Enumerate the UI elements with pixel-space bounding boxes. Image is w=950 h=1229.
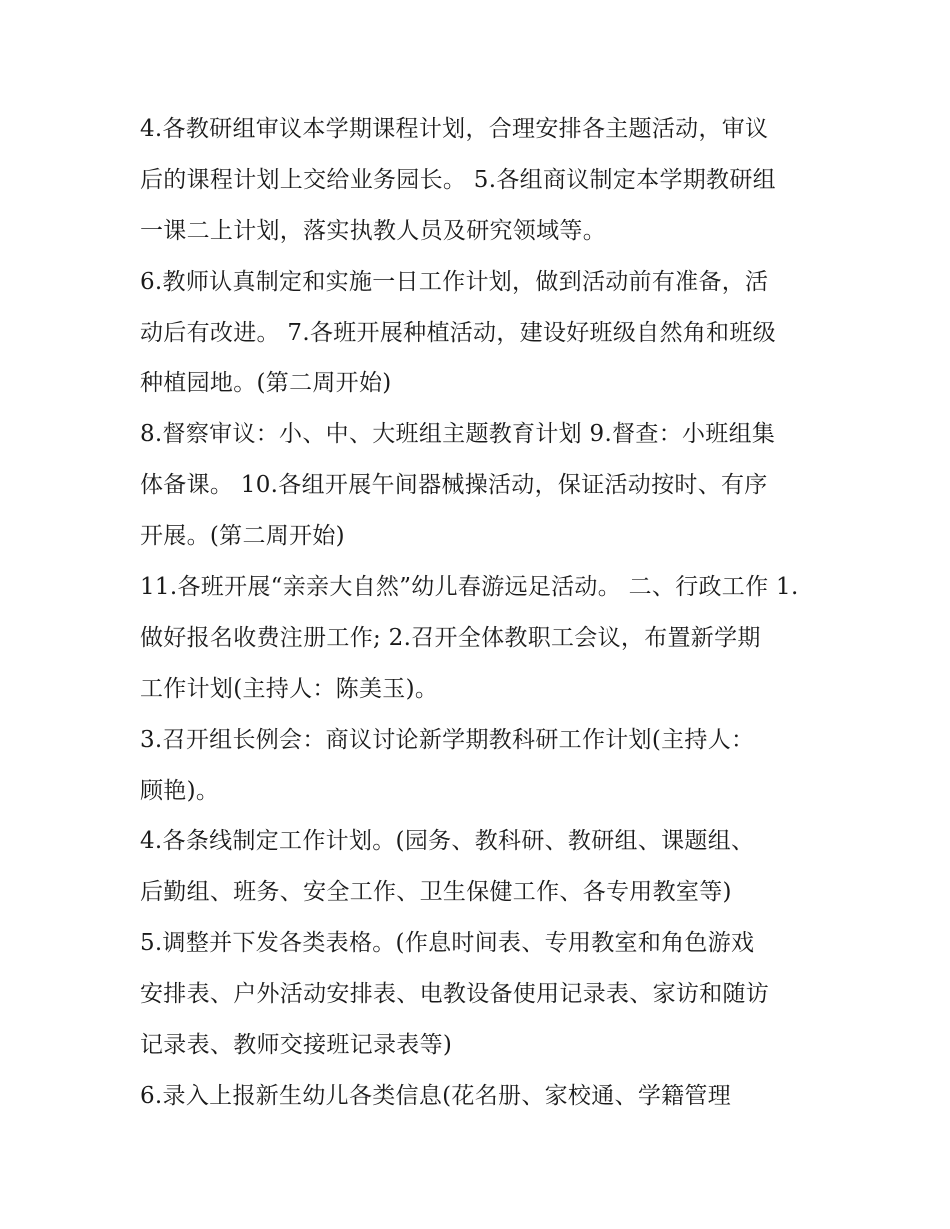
text-line: 记录表、教师交接班记录表等) <box>140 1032 453 1059</box>
text-line: 11.各班开展“亲亲大自然”幼儿春游远足活动。 二、行政工作 1. <box>140 574 799 601</box>
text-line: 后勤组、班务、安全工作、卫生保健工作、各专用教室等) <box>140 879 732 906</box>
text-line: 3.召开组长例会：商议讨论新学期教科研工作计划(主持人： <box>140 726 755 753</box>
text-line: 5.调整并下发各类表格。(作息时间表、专用教室和角色游戏 <box>140 930 755 957</box>
text-line: 一课二上计划，落实执教人员及研究领域等。 <box>140 217 606 244</box>
text-line: 6.教师认真制定和实施一日工作计划，做到活动前有准备，活 <box>140 268 769 295</box>
text-line: 6.录入上报新生幼儿各类信息(花名册、家校通、学籍管理 <box>140 1082 732 1109</box>
text-line: 动后有改进。 7.各班开展种植活动，建设好班级自然角和班级 <box>140 319 776 346</box>
text-line: 8.督察审议：小、中、大班组主题教育计划 9.督查：小班组集 <box>140 421 776 448</box>
text-line: 体备课。 10.各组开展午间器械操活动，保证活动按时、有序 <box>140 472 768 499</box>
text-line: 4.各教研组审议本学期课程计划，合理安排各主题活动，审议 <box>140 116 769 142</box>
document-body <box>140 104 820 1122</box>
text-line: 顾艳)。 <box>140 777 220 804</box>
text-line: 安排表、户外活动安排表、电教设备使用记录表、家访和随访 <box>140 981 770 1008</box>
text-line: 做好报名收费注册工作; 2.召开全体教职工会议，布置新学期 <box>140 624 761 651</box>
text-line: 4.各条线制定工作计划。(园务、教科研、教研组、课题组、 <box>140 828 755 855</box>
text-line: 后的课程计划上交给业务园长。 5.各组商议制定本学期教研组 <box>140 166 776 193</box>
text-line: 开展。(第二周开始) <box>140 523 345 550</box>
text-line: 工作计划(主持人：陈美玉)。 <box>140 675 439 702</box>
text-line: 种植园地。(第二周开始) <box>140 370 392 397</box>
